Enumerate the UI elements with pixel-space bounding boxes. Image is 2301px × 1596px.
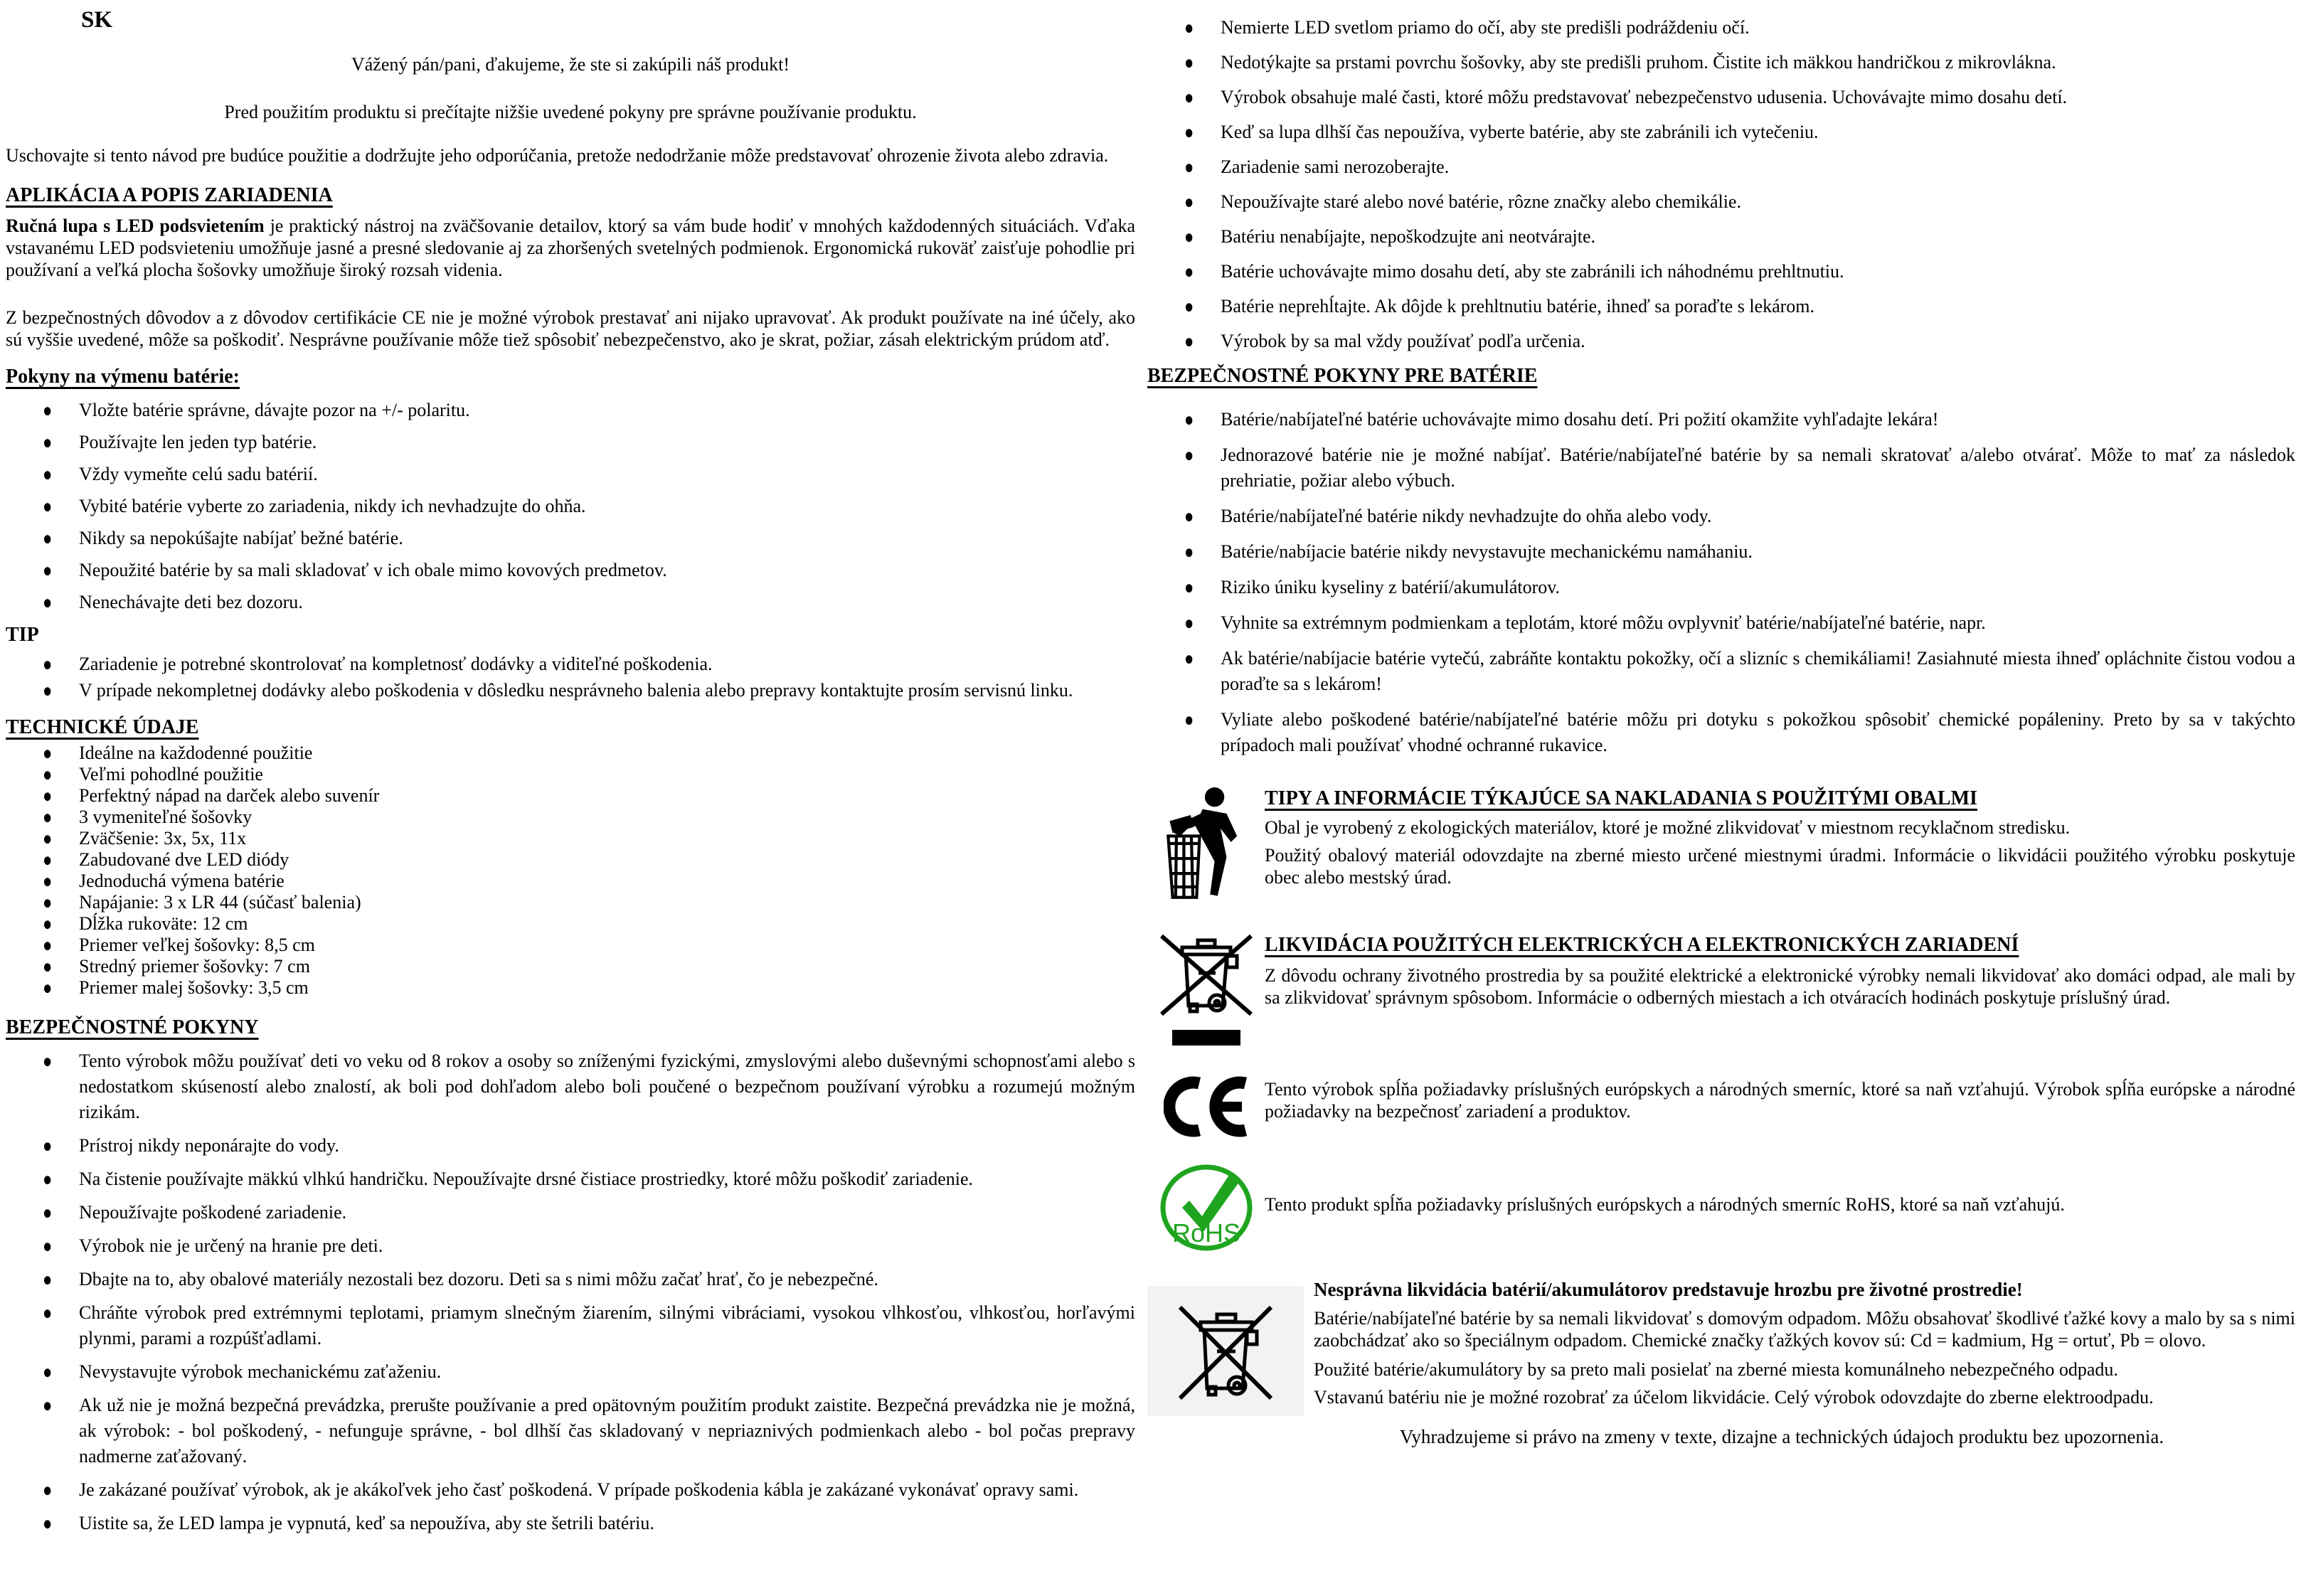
list-item-text: Zväčšenie: 3x, 5x, 11x bbox=[79, 828, 247, 848]
list-item-text: Ak už nie je možná bezpečná prevádzka, prerušte používanie a pred opätovným použitím produkt zaistite. Bezpečná prevádzka nie je možná, ak výrobok: - bol poškodený, - nefunguje správne, - bol dlhší čas skladovaný v nepriaznivých podmienkach alebo - bol počas prepravy nadmerne zaťažovaný. bbox=[79, 1395, 1135, 1467]
list-item bbox=[1147, 49, 2295, 75]
list-item-text: Zariadenie je potrebné skontrolovať na kompletnosť dodávky a viditeľné poškodenia. bbox=[79, 654, 713, 674]
list-item-text: Nepoužité batérie by sa mali skladovať v ich obale mimo kovových predmetov. bbox=[79, 560, 667, 580]
bullet-icon: ● bbox=[43, 1134, 53, 1156]
bullet-icon: ● bbox=[43, 652, 53, 676]
weee-section bbox=[1147, 926, 2295, 1046]
bullet-icon: ● bbox=[43, 954, 53, 977]
list-item-text: Vybité batérie vyberte zo zariadenia, nikdy ich nevhadzujte do ohňa. bbox=[79, 496, 586, 516]
list-item-text: Dbajte na to, aby obalové materiály nezostali bez dozoru. Deti sa s nimi môžu začať hrať, čo je nebezpečné. bbox=[79, 1269, 878, 1289]
list-item bbox=[6, 1200, 1135, 1225]
language-code: SK bbox=[81, 7, 113, 33]
bullet-icon: ● bbox=[1184, 611, 1194, 634]
list-item-text: Nemierte LED svetlom priamo do očí, aby ste predišli podráždeniu očí. bbox=[1221, 17, 1750, 38]
list-item bbox=[1147, 154, 2295, 180]
battery-icon-background bbox=[1147, 1286, 1304, 1416]
bullet-icon: ● bbox=[43, 1167, 53, 1190]
list-item bbox=[6, 1133, 1135, 1159]
list-item bbox=[6, 956, 1135, 977]
bullet-icon: ● bbox=[43, 869, 53, 892]
bullet-icon: ● bbox=[1184, 225, 1194, 248]
list-item-text: Výrobok by sa mal vždy používať podľa určenia. bbox=[1221, 331, 1585, 351]
list-item bbox=[6, 849, 1135, 871]
list-item-text: Zariadenie sami nerozoberajte. bbox=[1221, 156, 1450, 177]
battery-disposal-section bbox=[1147, 1279, 2295, 1416]
battery-crossed-bin-icon bbox=[1147, 1286, 1304, 1416]
list-item bbox=[1147, 575, 2295, 600]
list-item-text: Ideálne na každodenné použitie bbox=[79, 743, 313, 763]
right-column bbox=[1147, 0, 2295, 1448]
section-heading-packaging: TIPY A INFORMÁCIE TÝKAJÚCE SA NAKLADANIA S POUŽITÝMI OBALMI bbox=[1265, 787, 1977, 809]
safety-continued-list bbox=[1147, 14, 2295, 354]
tip-list bbox=[6, 653, 1135, 701]
intro-line-3: Uschovajte si tento návod pre budúce použitie a dodržujte jeho odporúčania, pretože nedodržanie môže predstavovať ohrozenie života alebo zdravia. bbox=[6, 145, 1109, 166]
bullet-icon: ● bbox=[43, 1301, 53, 1324]
bullet-icon: ● bbox=[43, 1201, 53, 1223]
application-paragraph-1-lead: Ručná lupa s LED podsvietením bbox=[6, 216, 265, 236]
section-heading-tech: TECHNICKÉ ÚDAJE bbox=[6, 716, 199, 738]
section-heading-weee: LIKVIDÁCIA POUŽITÝCH ELEKTRICKÝCH A ELEKTRONICKÝCH ZARIADENÍ bbox=[1265, 934, 2019, 956]
bullet-icon: ● bbox=[43, 784, 53, 807]
bullet-icon: ● bbox=[1184, 443, 1194, 466]
list-item bbox=[6, 1233, 1135, 1259]
list-item bbox=[6, 495, 1135, 517]
bullet-icon: ● bbox=[43, 1478, 53, 1501]
application-paragraph-1-rest: je praktický nástroj na zväčšovanie detailov, ktorý sa vám bude hodiť v mnohých každodenných situáciách. Vďaka vstavanému LED podsvieteniu umožňuje jasné a presné sledovanie aj za zhoršených svetelných podmienok. Ergonomická rukoväť zaisťuje pohodlie pri používaní a veľká plocha šošovky umožňuje široký rozsah videnia. bbox=[6, 216, 1135, 280]
weee-paragraph: Z dôvodu ochrany životného prostredia by sa použité elektrické a elektronické výrobky nemali likvidovať ako domáci odpad, ale mali by sa zlikvidovať správnym spôsobom. Informácie o odberných miestach a ich otváracích hodinách poskytuje príslušný úrad. bbox=[1265, 965, 2295, 1008]
rohs-paragraph: Tento produkt spĺňa požiadavky príslušných európskych a národných smerníc RoHS, ktoré sa naň vzťahujú. bbox=[1265, 1194, 2065, 1215]
battery-disposal-paragraph-2: Použité batérie/akumulátory by sa preto mali posielať na zberné miesta komunálneho nebezpečného odpadu. bbox=[1314, 1359, 2118, 1380]
list-item bbox=[6, 935, 1135, 956]
list-item bbox=[1147, 293, 2295, 319]
list-item-text: Batérie uchovávajte mimo dosahu detí, aby ste zabránili ich náhodnému prehltnutiu. bbox=[1221, 261, 1844, 282]
list-item-text: Tento výrobok môžu používať deti vo veku od 8 rokov a osoby so zníženými fyzickými, zmyslovými alebo duševnými schopnosťami alebo s nedostatkom skúseností alebo znalostí, ak boli pod dohľadom alebo boli poučené o bezpečnom používaní výrobku a rozumejú možným rizikám. bbox=[79, 1050, 1135, 1122]
bullet-icon: ● bbox=[1184, 504, 1194, 527]
safety-list bbox=[6, 1048, 1135, 1536]
list-item bbox=[1147, 328, 2295, 354]
list-item bbox=[6, 764, 1135, 785]
list-item bbox=[6, 463, 1135, 485]
list-item-text: Veľmi pohodlné použitie bbox=[79, 764, 263, 784]
list-item-text: Batérie/nabíjateľné batérie uchovávajte mimo dosahu detí. Pri požití okamžite vyhľadajte lekára! bbox=[1221, 409, 1939, 430]
list-item-text: Výrobok nie je určený na hranie pre deti. bbox=[79, 1235, 383, 1256]
list-item-text: Riziko úniku kyseliny z batérií/akumulátorov. bbox=[1221, 577, 1561, 597]
list-item bbox=[1147, 442, 2295, 494]
bullet-icon: ● bbox=[43, 590, 53, 614]
bullet-icon: ● bbox=[1184, 85, 1194, 109]
list-item-text: Keď sa lupa dlhší čas nepoužíva, vyberte batérie, aby ste zabránili ich vytečeniu. bbox=[1221, 122, 1819, 142]
list-item bbox=[6, 431, 1135, 453]
bullet-icon: ● bbox=[43, 1234, 53, 1257]
ce-text bbox=[1265, 1075, 2295, 1122]
bullet-icon: ● bbox=[43, 976, 53, 999]
list-item-text: V prípade nekompletnej dodávky alebo poškodenia v dôsledku nesprávneho balenia alebo prepravy kontaktujte prosím servisnú linku. bbox=[79, 680, 1073, 701]
list-item bbox=[1147, 188, 2295, 215]
list-item-text: Nepoužívajte poškodené zariadenie. bbox=[79, 1202, 347, 1223]
packaging-text bbox=[1265, 787, 2295, 888]
bullet-icon: ● bbox=[43, 933, 53, 956]
list-item-text: Stredný priemer šošovky: 7 cm bbox=[79, 956, 310, 977]
list-item-text: Priemer malej šošovky: 3,5 cm bbox=[79, 977, 309, 998]
bullet-icon: ● bbox=[43, 1393, 53, 1416]
list-item-text: 3 vymeniteľné šošovky bbox=[79, 807, 253, 827]
list-item-text: Používajte len jeden typ batérie. bbox=[79, 432, 317, 452]
list-item-text: Vložte batérie správne, dávajte pozor na +/- polaritu. bbox=[79, 400, 470, 420]
bullet-icon: ● bbox=[43, 912, 53, 935]
rohs-icon bbox=[1147, 1162, 1265, 1253]
list-item-text: Chráňte výrobok pred extrémnymi teplotami, priamym slnečným žiarením, silnými vibráciami, vysokou vlhkosťou, vlhkosťou, horľavými plynmi, parami a rozpúšťadlami. bbox=[79, 1302, 1135, 1348]
rohs-label: RoHS bbox=[1171, 1218, 1240, 1247]
application-paragraph-2: Z bezpečnostných dôvodov a z dôvodov certifikácie CE nie je možné výrobok prestavať ani nijako upravovať. Ak produkt používate na iné účely, ako sú vyššie uvedené, môže sa poškodiť. Nesprávne používanie môže tiež spôsobiť nebezpečenstvo, ako je skrat, požiar, zásah elektrickým prúdom atď. bbox=[6, 307, 1135, 350]
section-heading-safety: BEZPEČNOSTNÉ POKYNY bbox=[6, 1016, 259, 1038]
list-item bbox=[1147, 84, 2295, 110]
list-item bbox=[6, 559, 1135, 581]
list-item bbox=[1147, 646, 2295, 697]
bullet-icon: ● bbox=[1184, 540, 1194, 563]
list-item-text: Nepoužívajte staré alebo nové batérie, rôzne značky alebo chemikálie. bbox=[1221, 191, 1741, 212]
packaging-paragraph-1: Obal je vyrobený z ekologických materiálov, ktoré je možné zlikvidovať v miestnom recyklačnom stredisku. bbox=[1265, 817, 2071, 838]
section-heading-battery-safety: BEZPEČNOSTNÉ POKYNY PRE BATÉRIE bbox=[1147, 365, 1538, 387]
battery-replacement-list bbox=[6, 399, 1135, 613]
intro-line-1: Vážený pán/pani, ďakujeme, že ste si zakúpili náš produkt! bbox=[351, 54, 790, 75]
bullet-icon: ● bbox=[43, 805, 53, 828]
bullet-icon: ● bbox=[1184, 190, 1194, 213]
list-item-text: Batérie/nabíjacie batérie nikdy nevystavujte mechanickému namáhaniu. bbox=[1221, 541, 1753, 562]
section-heading-battery-replacement: Pokyny na výmenu batérie: bbox=[6, 366, 240, 388]
list-item-text: Vyhnite sa extrémnym podmienkam a teplotám, ktoré môžu ovplyvniť batérie/nabíjateľné batérie, napr. bbox=[1221, 612, 1986, 633]
list-item bbox=[1147, 539, 2295, 565]
list-item-text: Vyliate alebo poškodené batérie/nabíjateľné batérie môžu pri dotyku s pokožkou spôsobiť chemické popáleniny. Preto by sa v takýchto prípadoch mali používať vhodné ochranné rukavice. bbox=[1221, 709, 2295, 755]
bullet-icon: ● bbox=[43, 1049, 53, 1072]
bullet-icon: ● bbox=[43, 1511, 53, 1534]
bullet-icon: ● bbox=[1184, 260, 1194, 283]
bullet-icon: ● bbox=[43, 741, 53, 764]
list-item-text: Batérie neprehĺtajte. Ak dôjde k prehltnutiu batérie, ihneď sa poraďte s lekárom. bbox=[1221, 296, 1815, 316]
list-item bbox=[6, 591, 1135, 613]
intro-line-2: Pred použitím produktu si prečítajte nižšie uvedené pokyny pre správne používanie produktu. bbox=[224, 102, 917, 122]
bullet-icon: ● bbox=[1184, 50, 1194, 74]
list-item bbox=[6, 527, 1135, 549]
bullet-icon: ● bbox=[43, 494, 53, 518]
battery-disposal-text bbox=[1314, 1279, 2295, 1408]
bullet-icon: ● bbox=[43, 1267, 53, 1290]
bullet-icon: ● bbox=[43, 558, 53, 582]
list-item-text: Ak batérie/nabíjacie batérie vytečú, zabráňte kontaktu pokožky, očí a slizníc s chemikáliami! Zasiahnuté miesta ihneď opláchnite čistou vodou a poraďte sa s lekárom! bbox=[1221, 648, 2295, 694]
bullet-icon: ● bbox=[43, 679, 53, 702]
bullet-icon: ● bbox=[43, 526, 53, 550]
battery-disposal-paragraph-1: Batérie/nabíjateľné batérie by sa nemali likvidovať s domovým odpadom. Môžu obsahovať škodlivé ťažké kovy a malo by sa s nimi zaobchádzať ako so špeciálnym odpadom. Chemické značky ťažkých kovov sú: Cd = kadmium, Hg = ortuť, Pb = olovo. bbox=[1314, 1308, 2295, 1351]
section-heading-tip: TIP bbox=[6, 624, 39, 646]
list-item bbox=[6, 871, 1135, 892]
list-item-text: Výrobok obsahuje malé časti, ktoré môžu predstavovať nebezpečenstvo udusenia. Uchovávajte mimo dosahu detí. bbox=[1221, 87, 2068, 107]
list-item bbox=[6, 1393, 1135, 1469]
bullet-icon: ● bbox=[1184, 408, 1194, 430]
list-item-text: Na čistenie používajte mäkkú vlhkú handričku. Nepoužívajte drsné čistiace prostriedky, ktoré môžu poškodiť zariadenie. bbox=[79, 1169, 974, 1189]
list-item bbox=[1147, 610, 2295, 636]
list-item bbox=[1147, 504, 2295, 529]
list-item-text: Uistite sa, že LED lampa je vypnutá, keď sa nepoužíva, aby ste šetrili batériu. bbox=[79, 1513, 654, 1533]
weee-text bbox=[1265, 926, 2295, 1009]
application-paragraph-1 bbox=[6, 215, 1135, 281]
list-item bbox=[6, 653, 1135, 675]
list-item-text: Napájanie: 3 x LR 44 (súčasť balenia) bbox=[79, 892, 361, 913]
bullet-icon: ● bbox=[43, 398, 53, 422]
list-item-text: Vždy vymeňte celú sadu batérií. bbox=[79, 464, 318, 484]
list-item bbox=[6, 977, 1135, 999]
bullet-icon: ● bbox=[43, 890, 53, 913]
list-item bbox=[6, 743, 1135, 764]
bullet-icon: ● bbox=[43, 430, 53, 454]
list-item-text: Zabudované dve LED diódy bbox=[79, 849, 289, 870]
ce-mark-icon bbox=[1147, 1075, 1265, 1138]
list-item bbox=[1147, 258, 2295, 284]
list-item-text: Nenechávajte deti bez dozoru. bbox=[79, 592, 303, 612]
section-heading-application: APLIKÁCIA A POPIS ZARIADENIA bbox=[6, 184, 333, 206]
list-item-text: Batériu nenabíjajte, nepoškodzujte ani neotvárajte. bbox=[1221, 226, 1596, 247]
list-item bbox=[6, 1048, 1135, 1125]
list-item bbox=[1147, 119, 2295, 145]
tidyman-icon bbox=[1147, 787, 1265, 900]
list-item bbox=[1147, 14, 2295, 41]
list-item bbox=[6, 1300, 1135, 1351]
bullet-icon: ● bbox=[1184, 575, 1194, 598]
list-item bbox=[6, 1477, 1135, 1503]
list-item bbox=[1147, 223, 2295, 250]
list-item bbox=[6, 785, 1135, 807]
packaging-section bbox=[1147, 787, 2295, 900]
bullet-icon: ● bbox=[1184, 16, 1194, 39]
bullet-icon: ● bbox=[43, 848, 53, 871]
list-item-text: Batérie/nabíjateľné batérie nikdy nevhadzujte do ohňa alebo vody. bbox=[1221, 506, 1712, 526]
ce-section bbox=[1147, 1075, 2295, 1138]
ce-paragraph: Tento výrobok spĺňa požiadavky príslušných európskych a národných smerníc, ktoré sa naň vzťahujú. Výrobok spĺňa európske a národné požiadavky na bezpečnosť zariadení a produktov. bbox=[1265, 1079, 2295, 1122]
list-item bbox=[6, 679, 1135, 701]
change-rights-note: Vyhradzujeme si právo na zmeny v texte, dizajne a technických údajoch produktu bez upozornenia. bbox=[1399, 1426, 2164, 1447]
list-item bbox=[6, 913, 1135, 935]
bullet-icon: ● bbox=[1184, 647, 1194, 669]
bullet-icon: ● bbox=[1184, 294, 1194, 318]
list-item bbox=[6, 892, 1135, 913]
bullet-icon: ● bbox=[43, 462, 53, 486]
rohs-text bbox=[1265, 1162, 2295, 1215]
bullet-icon: ● bbox=[1184, 120, 1194, 144]
list-item bbox=[6, 1166, 1135, 1192]
list-item-text: Nedotýkajte sa prstami povrchu šošovky, aby ste predišli pruhom. Čistite ich mäkkou handričkou z mikrovlákna. bbox=[1221, 52, 2056, 73]
list-item-text: Je zakázané používať výrobok, ak je akákoľvek jeho časť poškodená. V prípade poškodenia kábla je zakázané vykonávať opravy sami. bbox=[79, 1479, 1079, 1500]
rohs-section bbox=[1147, 1162, 2295, 1253]
list-item bbox=[6, 399, 1135, 421]
list-item-text: Priemer veľkej šošovky: 8,5 cm bbox=[79, 935, 315, 955]
bullet-icon: ● bbox=[43, 826, 53, 849]
list-item bbox=[6, 828, 1135, 849]
list-item-text: Prístroj nikdy neponárajte do vody. bbox=[79, 1135, 339, 1156]
battery-safety-list bbox=[1147, 407, 2295, 758]
list-item-text: Perfektný nápad na darček alebo suvenír bbox=[79, 785, 380, 806]
battery-disposal-heading: Nesprávna likvidácia batérií/akumulátorov predstavuje hrozbu pre životné prostredie! bbox=[1314, 1279, 2023, 1300]
list-item bbox=[6, 1511, 1135, 1536]
list-item-text: Jednoduchá výmena batérie bbox=[79, 871, 285, 891]
left-column bbox=[6, 0, 1135, 1544]
tech-list bbox=[6, 743, 1135, 999]
list-item bbox=[1147, 407, 2295, 432]
bullet-icon: ● bbox=[1184, 329, 1194, 353]
bullet-icon: ● bbox=[1184, 155, 1194, 179]
weee-crossed-bin-icon bbox=[1147, 926, 1265, 1046]
list-item-text: Nevystavujte výrobok mechanickému zaťaženiu. bbox=[79, 1361, 442, 1382]
bullet-icon: ● bbox=[1184, 708, 1194, 730]
list-item bbox=[1147, 707, 2295, 758]
battery-disposal-paragraph-3: Vstavanú batériu nie je možné rozobrať za účelom likvidácie. Celý výrobok odovzdajte do zberne elektroodpadu. bbox=[1314, 1387, 2154, 1408]
list-item-text: Jednorazové batérie nie je možné nabíjať. Batérie/nabíjateľné batérie by sa nemali skratovať a/alebo otvárať. Môže to mať za následok prehriatie, požiar alebo výbuch. bbox=[1221, 445, 2295, 491]
bullet-icon: ● bbox=[43, 1360, 53, 1383]
packaging-paragraph-2: Použitý obalový materiál odovzdajte na zberné miesto určené miestnymi úradmi. Informácie o likvidácii použitého výrobku poskytuje obec alebo mestský úrad. bbox=[1265, 845, 2295, 888]
list-item-text: Dĺžka rukoväte: 12 cm bbox=[79, 913, 248, 934]
list-item bbox=[6, 1359, 1135, 1385]
list-item bbox=[6, 807, 1135, 828]
weee-separate-collection-bar bbox=[1172, 1030, 1240, 1046]
list-item bbox=[6, 1267, 1135, 1292]
list-item-text: Nikdy sa nepokúšajte nabíjať bežné batérie. bbox=[79, 528, 403, 548]
bullet-icon: ● bbox=[43, 762, 53, 785]
